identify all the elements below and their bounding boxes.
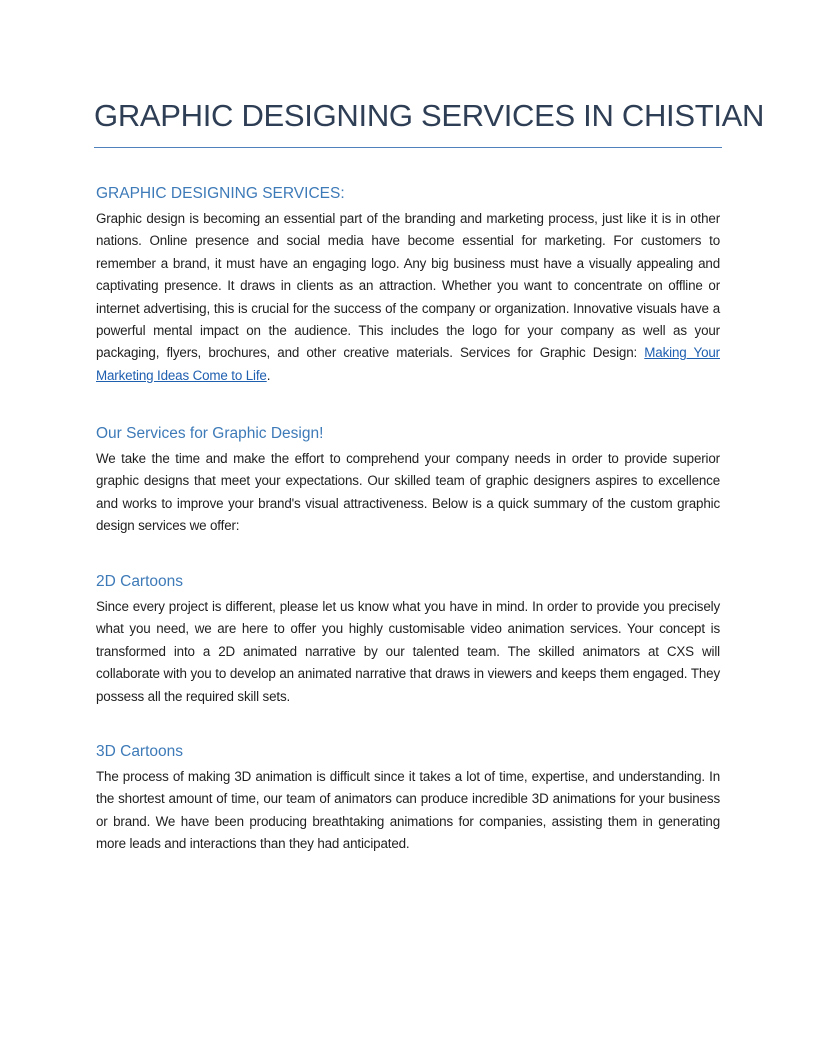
section-2d-cartoons — [96, 572, 720, 708]
page-title: GRAPHIC DESIGNING SERVICES IN CHISTIAN — [94, 98, 765, 133]
section-3d-cartoons — [96, 742, 720, 856]
title-block — [94, 96, 765, 148]
section-heading: Our Services for Graphic Design! — [96, 425, 324, 442]
title-divider — [94, 147, 722, 148]
section-paragraph: We take the time and make the effort to comprehend your company needs in order to provide superior graphic designs that meet your expectations. Our skilled team of graphic designers aspires to excellence and works to improve your brand's visual attractiveness. Below is a quick summary of the custom graphic design services we offer: — [96, 451, 720, 534]
paragraph-text: Graphic design is becoming an essential part of the branding and marketing process, just like it is in other nations. Online presence and social media have become essential for marketing. For customers to remember a brand, it must have an engaging logo. Any big business must have a visually appealing and captivating presence. It draws in clients as an attraction. Whether you want to concentrate on offline or internet advertising, this is crucial for the success of the company or organization. Innovative visuals have a powerful mental impact on the audience. This includes the logo for your company as well as your packaging, flyers, brochures, and other creative materials. Services for Graphic Design: — [96, 211, 720, 361]
section-heading: 2D Cartoons — [96, 573, 184, 590]
section-our-services — [96, 424, 720, 538]
section-heading: GRAPHIC DESIGNING SERVICES: — [96, 185, 345, 202]
section-paragraph: Since every project is different, please let us know what you have in mind. In order to provide you precisely what you need, we are here to offer you highly customisable video animation services. Your concept is transformed into a 2D animated narrative by our talented team. The skilled animators at CXS will collaborate with you to develop an animated narrative that draws in viewers and keeps them engaged. They possess all the required skill sets. — [96, 599, 720, 704]
marketing-ideas-link[interactable]: Making Your Marketing Ideas Come to Life — [96, 345, 720, 383]
section-graphic-designing-services — [96, 184, 720, 387]
section-heading: 3D Cartoons — [96, 743, 184, 760]
paragraph-end-punctuation: . — [266, 367, 271, 383]
section-paragraph: The process of making 3D animation is difficult since it takes a lot of time, expertise, and understanding. In the shortest amount of time, our team of animators can produce incredible 3D animations for your business or brand. We have been producing breathtaking animations for companies, assisting them in generating more leads and interactions than they had anticipated. — [96, 769, 720, 852]
section-paragraph — [96, 208, 720, 387]
